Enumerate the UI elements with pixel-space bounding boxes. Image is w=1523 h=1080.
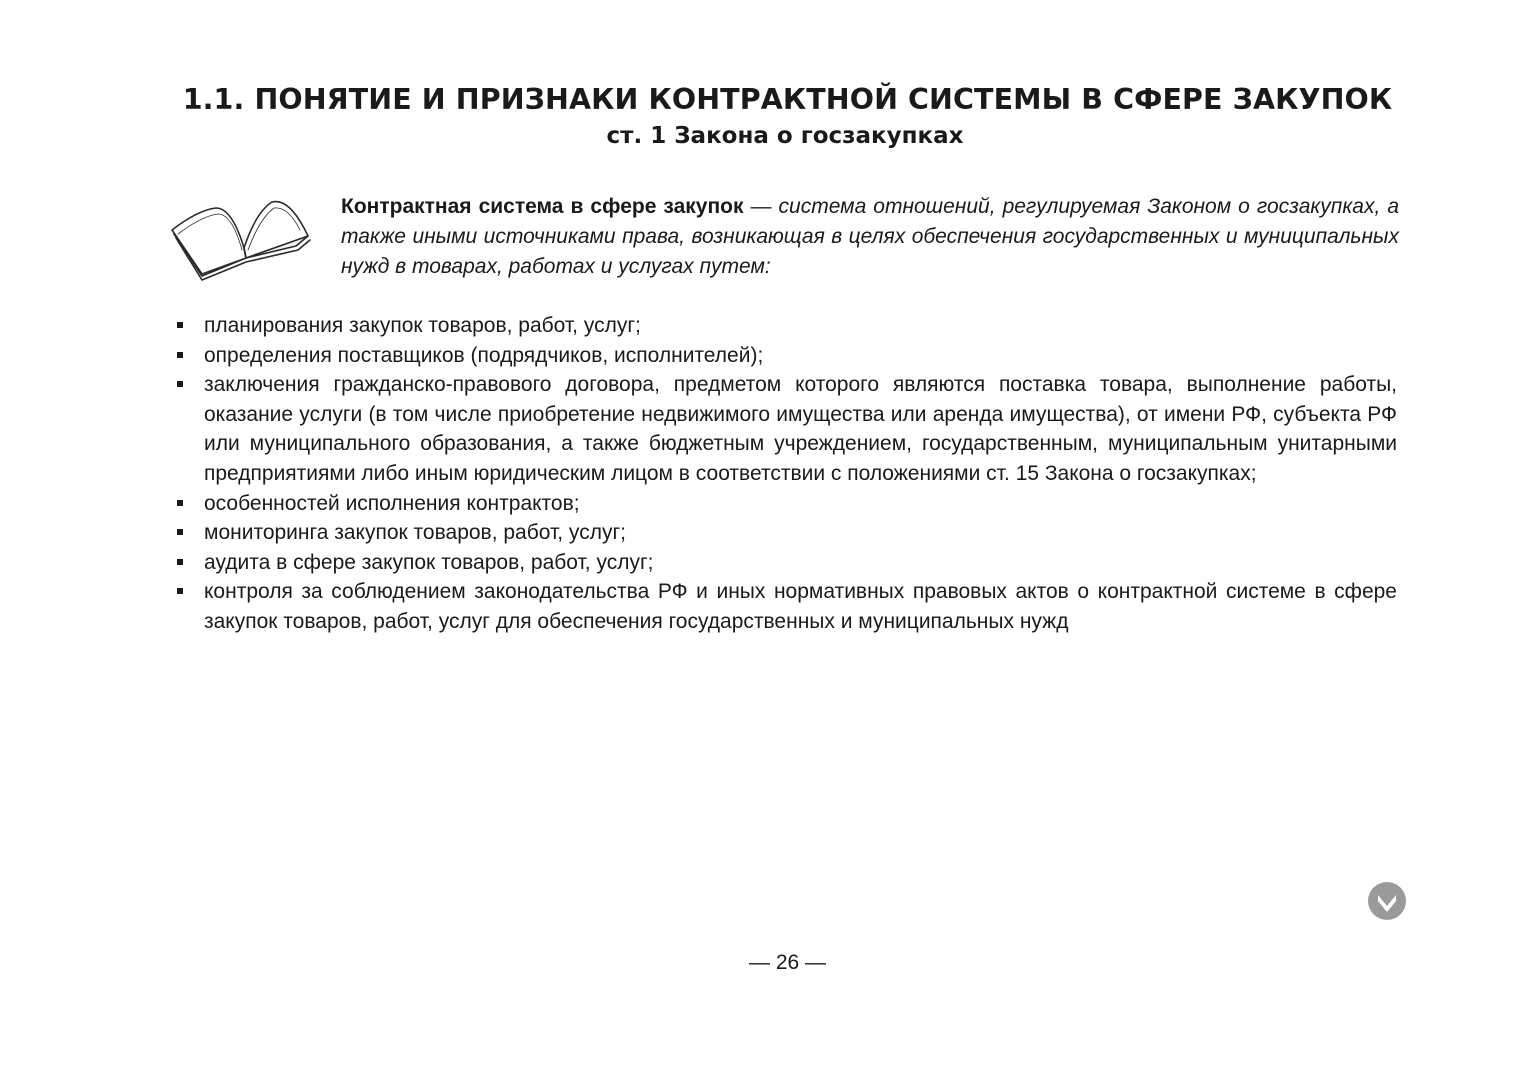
list-item-text: мониторинга закупок товаров, работ, услуг;: [204, 521, 626, 545]
bullet-icon: [177, 559, 183, 565]
section-subtitle: ст. 1 Закона о госзакупках: [606, 123, 964, 149]
bullet-icon: [177, 529, 183, 535]
list-item-text: определения поставщиков (подрядчиков, исполнителей);: [204, 343, 764, 367]
list-item: [172, 370, 1397, 488]
bullet-icon: [177, 352, 183, 358]
list-item: [172, 311, 1397, 341]
bullet-icon: [177, 500, 183, 506]
list-item-text: контроля за соблюдением законодательства РФ и иных нормативных правовых актов о контрактной системе в сфере закупок товаров, работ, услуг для обеспечения государственных и муниципальных нужд: [204, 580, 1397, 633]
list-item: [172, 489, 1397, 519]
bullet-list: [172, 311, 1397, 637]
definition-term: Контрактная система в сфере закупок: [341, 195, 744, 218]
section-title: 1.1. ПОНЯТИЕ И ПРИЗНАКИ КОНТРАКТНОЙ СИСТЕМЫ В СФЕРЕ ЗАКУПОК: [182, 83, 1393, 116]
list-item-text: особенностей исполнения контрактов;: [204, 491, 580, 515]
list-item: [172, 548, 1397, 578]
definition-body: — система отношений, регулируемая Законом о госзакупках, а также иными источниками права, возникающая в целях обеспечения государственных и муниципальных нужд в товарах, работах и услугах путем:: [341, 195, 1399, 278]
bullet-icon: [177, 588, 183, 594]
list-item-text: заключения гражданско-правового договора, предметом которого являются поставка товара, выполнение работы, оказание услуги (в том числе приобретение недвижимого имущества или аренда имущества), от имени РФ, субъекта РФ или муниципального образования, а также бюджетным учреждением, государственным, муниципальным унитарными предприятиями либо иным юридическим лицом в соответствии с положениями ст. 15 Закона о госзакупках;: [204, 373, 1397, 485]
open-book-icon: [168, 196, 318, 284]
bullet-icon: [177, 322, 183, 328]
list-item-text: планирования закупок товаров, работ, услуг;: [204, 314, 641, 337]
list-item-text: аудита в сфере закупок товаров, работ, услуг;: [204, 550, 654, 574]
chevron-down-circle-icon[interactable]: [1366, 880, 1408, 922]
list-item: [172, 577, 1397, 636]
page-number: — 26 —: [748, 951, 827, 974]
definition-text: [341, 192, 1399, 282]
bullet-icon: [177, 381, 183, 387]
list-item: [172, 518, 1397, 548]
list-item: [172, 341, 1397, 371]
